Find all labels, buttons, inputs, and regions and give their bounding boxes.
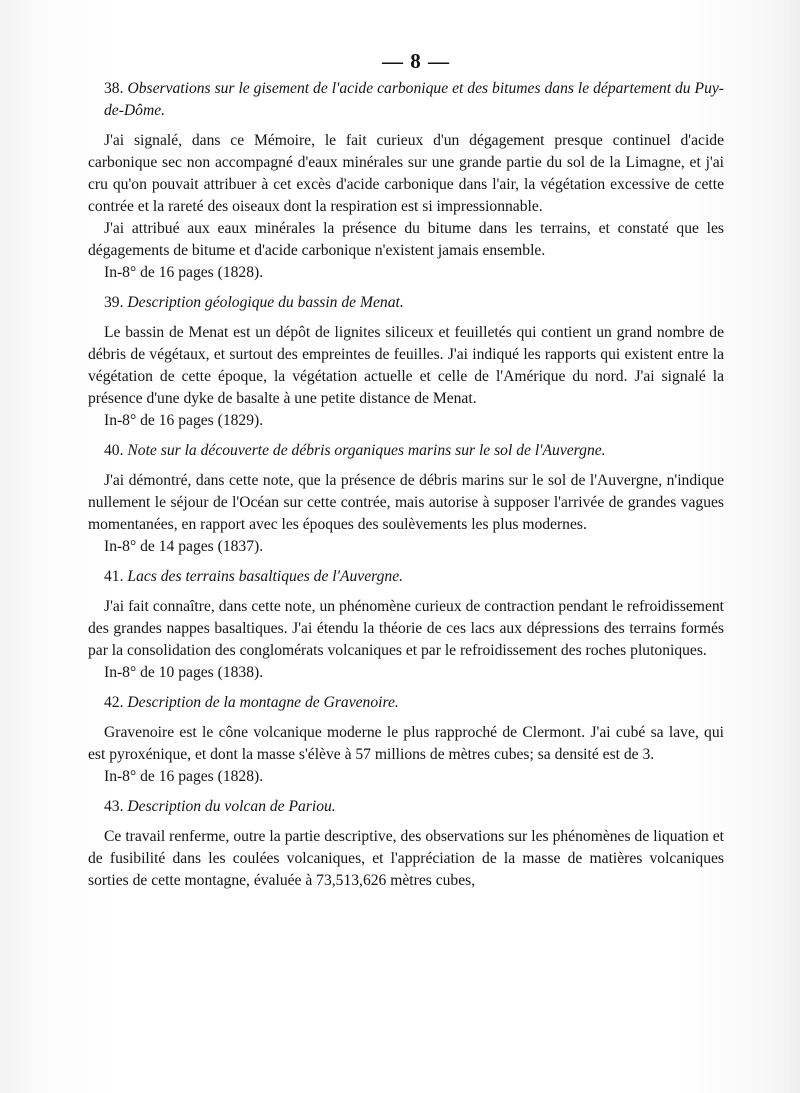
entry-paragraph: J'ai attribué aux eaux minérales la présence du bitume dans les terrains, et constaté que les dégagements de bitume et d'acide carbonique n'existent jamais ensemble. (88, 220, 724, 259)
entry-title (104, 692, 724, 714)
entry-publication: In-8° de 16 pages (1828). (104, 264, 264, 281)
entry-title-text: Lacs des terrains basaltiques de l'Auvergne. (127, 568, 404, 585)
entry-publication: In-8° de 10 pages (1838). (104, 664, 264, 681)
entry-publication: In-8° de 14 pages (1837). (104, 538, 264, 555)
entry-paragraph: J'ai fait connaître, dans cette note, un phénomène curieux de contraction pendant le refroidissement des grandes nappes basaltiques. J'ai étendu la théorie de ces lacs aux dépressions des terrains formés par la consolidation des conglomérats volcaniques et par le refroidissement des roches plutoniques. (88, 598, 724, 659)
entry-title (104, 78, 724, 122)
entry-41 (88, 566, 724, 684)
entry-title-text: Description géologique du bassin de Menat. (127, 294, 404, 311)
page-content (88, 48, 724, 892)
entry-publication: In-8° de 16 pages (1829). (104, 412, 264, 429)
entry-title (104, 440, 724, 462)
entry-number: 42. (104, 694, 124, 711)
entry-number: 38. (104, 80, 124, 97)
page-number: — 8 — (382, 49, 450, 73)
entry-number: 41. (104, 568, 124, 585)
entry-title (104, 292, 724, 314)
entry-publication: In-8° de 16 pages (1828). (104, 768, 264, 785)
entry-paragraph: Le bassin de Menat est un dépôt de lignites siliceux et feuilletés qui contient un grand nombre de débris de végétaux, et surtout des empreintes de feuilles. J'ai indiqué les rapports qui existent entre la végétation de cette époque, la végétation actuelle et celle de l'Amérique du nord. J'ai signalé la présence d'une dyke de basalte à une petite distance de Menat. (88, 324, 724, 407)
entry-paragraph: J'ai démontré, dans cette note, que la présence de débris marins sur le sol de l'Auvergne, n'indique nullement le séjour de l'Océan sur cette contrée, mais autorise à supposer l'arrivée de grandes vagues momentanées, en rapport avec les époques des soulèvements les plus modernes. (88, 472, 724, 533)
entry-title-text: Description du volcan de Pariou. (127, 798, 336, 815)
entry-title-text: Observations sur le gisement de l'acide carbonique et des bitumes dans le département du Puy-de-Dôme. (104, 80, 724, 119)
entry-title (104, 566, 724, 588)
entry-title-text: Note sur la découverte de débris organiques marins sur le sol de l'Auvergne. (127, 442, 606, 459)
entry-number: 43. (104, 798, 124, 815)
entry-43 (88, 796, 724, 892)
entry-number: 39. (104, 294, 124, 311)
entry-title-text: Description de la montagne de Gravenoire. (127, 694, 399, 711)
entry-42 (88, 692, 724, 788)
entry-paragraph: Gravenoire est le cône volcanique moderne le plus rapproché de Clermont. J'ai cubé sa lave, qui est pyroxénique, et dont la masse s'élève à 57 millions de mètres cubes; sa densité est de 3. (88, 724, 724, 763)
entry-40 (88, 440, 724, 558)
entry-title (104, 796, 724, 818)
entry-39 (88, 292, 724, 432)
entry-paragraph: Ce travail renferme, outre la partie descriptive, des observations sur les phénomènes de liquation et de fusibilité dans les coulées volcaniques, et l'appréciation de la masse de matières volcaniques sorties de cette montagne, évaluée à 73,513,626 mètres cubes, (88, 828, 724, 889)
entry-38 (88, 78, 724, 284)
entry-number: 40. (104, 442, 124, 459)
entry-paragraph: J'ai signalé, dans ce Mémoire, le fait curieux d'un dégagement presque continuel d'acide carbonique sec non accompagné d'eaux minérales sur une grande partie du sol de la Limagne, et j'ai cru qu'on pouvait attribuer à cet excès d'acide carbonique dans l'air, la végétation excessive de cette contrée et la rareté des oiseaux dont la respiration est si impressionnable. (88, 132, 724, 215)
